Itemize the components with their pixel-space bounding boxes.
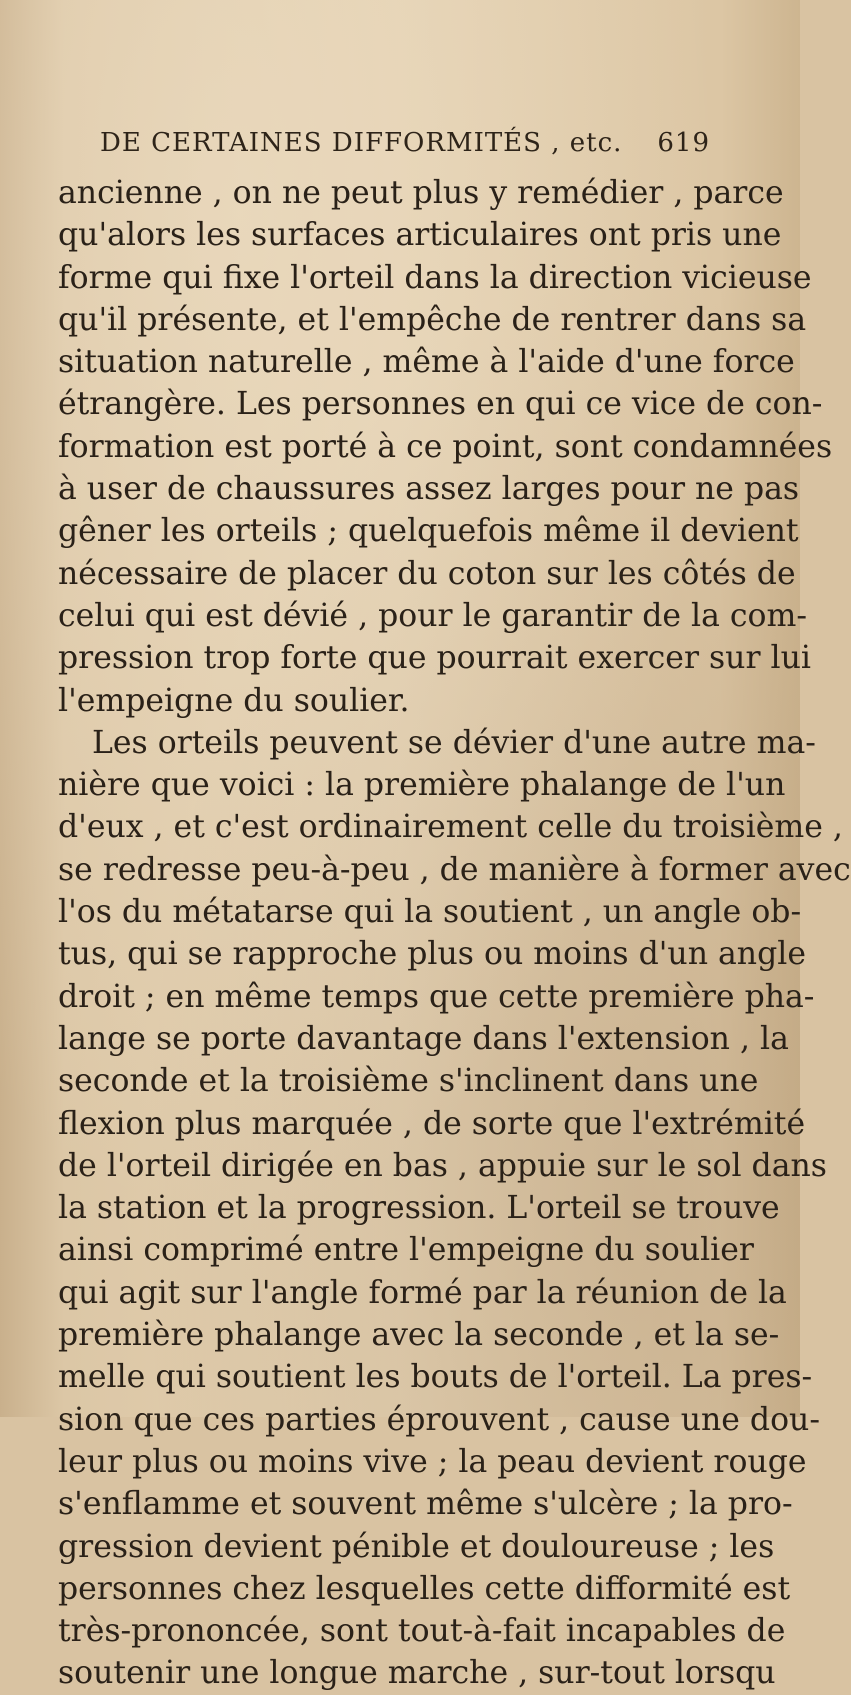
- text-line: la station et la progression. L'orteil se trouve: [58, 1190, 780, 1227]
- text-line: droit ; en même temps que cette première pha-: [58, 978, 815, 1015]
- text-line: s'enflamme et souvent même s'ulcère ; la pro-: [58, 1486, 793, 1523]
- text-line: personnes chez lesquelles cette difformité est: [58, 1570, 791, 1607]
- running-title: DE CERTAINES DIFFORMITÉS , etc.: [100, 128, 623, 158]
- text-line: Les orteils peuvent se dévier d'une autre ma-: [92, 724, 816, 761]
- text-line: d'eux , et c'est ordinairement celle du troisième ,: [58, 809, 843, 846]
- text-line: très-prononcée, sont tout-à-fait incapables de: [58, 1613, 786, 1650]
- text-line: lange se porte davantage dans l'extension , la: [58, 1020, 789, 1057]
- text-line: gression devient pénible et douloureuse ; les: [58, 1528, 775, 1565]
- text-line: nécessaire de placer du coton sur les côtés de: [58, 555, 796, 592]
- text-line: ainsi comprimé entre l'empeigne du soulier: [58, 1232, 754, 1269]
- text-line: de l'orteil dirigée en bas , appuie sur le sol dans: [58, 1147, 827, 1184]
- text-line: leur plus ou moins vive ; la peau devient rouge: [58, 1443, 807, 1480]
- text-line: étrangère. Les personnes en qui ce vice de con-: [58, 386, 823, 423]
- text-line: seconde et la troisième s'inclinent dans une: [58, 1063, 759, 1100]
- text-line: à user de chaussures assez larges pour ne pas: [58, 471, 800, 508]
- page-number: 619: [657, 128, 710, 158]
- text-line: ancienne , on ne peut plus y remédier , parce: [58, 175, 784, 211]
- text-line: qu'il présente, et l'empêche de rentrer dans sa: [58, 301, 807, 338]
- text-line: tus, qui se rapproche plus ou moins d'un angle: [58, 936, 806, 973]
- text-line: melle qui soutient les bouts de l'orteil. La pres-: [58, 1359, 813, 1396]
- text-line: flexion plus marquée , de sorte que l'extrémité: [58, 1105, 806, 1142]
- text-line: l'empeigne du soulier.: [58, 682, 410, 719]
- text-line: qu'alors les surfaces articulaires ont pris une: [58, 217, 782, 254]
- text-line: gêner les orteils ; quelquefois même il devient: [58, 513, 799, 550]
- text-line: l'os du métatarse qui la soutient , un angle ob-: [58, 894, 802, 931]
- text-line: celui qui est dévié , pour le garantir de la com-: [58, 597, 808, 634]
- text-line: première phalange avec la seconde , et la se-: [58, 1317, 780, 1354]
- body-text: [58, 172, 851, 1695]
- text-line: qui agit sur l'angle formé par la réunion de la: [58, 1274, 787, 1311]
- text-line: pression trop forte que pourrait exercer sur lui: [58, 640, 811, 677]
- text-line: sion que ces parties éprouvent , cause une dou-: [58, 1401, 820, 1438]
- text-line: soutenir une longue marche , sur-tout lorsqu: [58, 1655, 776, 1692]
- text-line: forme qui fixe l'orteil dans la direction vicieuse: [58, 259, 812, 296]
- text-line: nière que voici : la première phalange de l'un: [58, 767, 786, 804]
- text-line: situation naturelle , même à l'aide d'une force: [58, 344, 795, 381]
- text-line: se redresse peu-à-peu , de manière à former avec: [58, 851, 851, 888]
- running-header: [100, 128, 710, 172]
- text-line: formation est porté à ce point, sont condamnées: [58, 428, 833, 465]
